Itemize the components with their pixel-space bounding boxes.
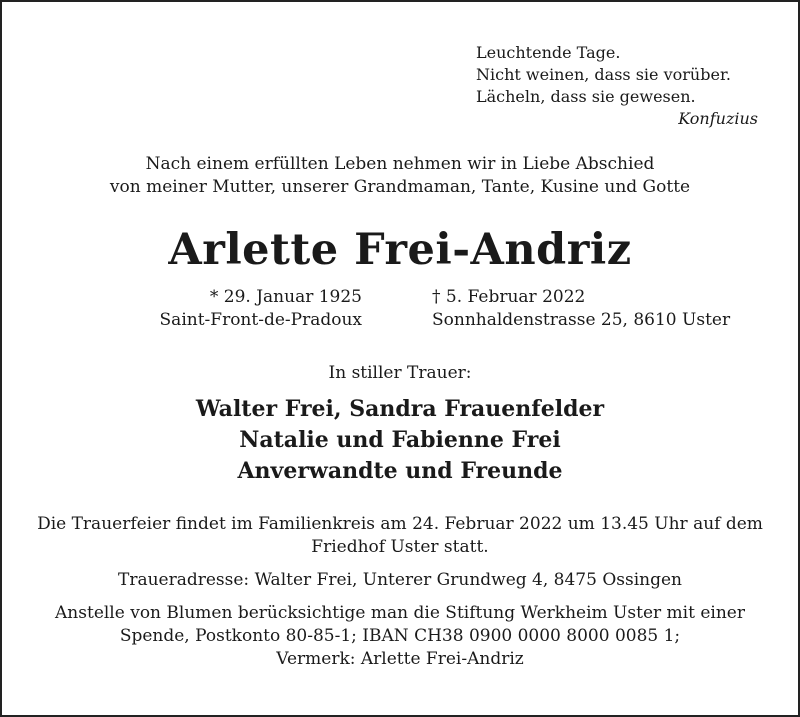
birth-info <box>160 286 362 332</box>
mourning-heading: In stiller Trauer: <box>328 363 472 383</box>
intro-line: Nach einem erfüllten Leben nehmen wir in Liebe Abschied <box>145 154 655 174</box>
motto-line: Leuchtende Tage. <box>476 43 621 62</box>
motto-line: Nicht weinen, dass sie vorüber. <box>476 65 731 84</box>
motto-author: Konfuzius <box>678 109 758 128</box>
birth-place: Saint-Front-de-Pradoux <box>159 310 362 330</box>
donation-line: Spende, Postkonto 80-85-1; IBAN CH38 0900 0000 8000 0085 1; <box>119 626 681 646</box>
mourning-family <box>2 394 798 487</box>
family-line: Walter Frei, Sandra Frauenfelder <box>195 396 605 422</box>
donation-line: Anstelle von Blumen berücksichtige man die Stiftung Werkheim Uster mit einer <box>55 603 745 623</box>
intro-text <box>2 153 798 199</box>
ceremony-line: Friedhof Uster statt. <box>311 537 489 557</box>
motto-line: Lächeln, dass sie gewesen. <box>476 87 696 106</box>
donation-info <box>2 602 798 671</box>
donation-line: Vermerk: Arlette Frei-Andriz <box>276 649 524 669</box>
last-address: Sonnhaldenstrasse 25, 8610 Uster <box>432 310 731 330</box>
mourning-address: Traueradresse: Walter Frei, Unterer Grundweg 4, 8475 Ossingen <box>117 570 683 590</box>
intro-line: von meiner Mutter, unserer Grandmaman, Tante, Kusine und Gotte <box>109 177 691 197</box>
deceased-name: Arlette Frei-Andriz <box>168 225 632 275</box>
ceremony-info <box>2 513 798 559</box>
family-line: Anverwandte und Freunde <box>237 458 563 484</box>
family-line: Natalie und Fabienne Frei <box>239 427 561 453</box>
birth-date: * 29. Januar 1925 <box>209 287 362 307</box>
death-info <box>432 286 730 332</box>
death-date: † 5. Februar 2022 <box>432 287 586 307</box>
motto-quote <box>476 42 766 130</box>
ceremony-line: Die Trauerfeier findet im Familienkreis am 24. Februar 2022 um 13.45 Uhr auf dem <box>37 514 763 534</box>
